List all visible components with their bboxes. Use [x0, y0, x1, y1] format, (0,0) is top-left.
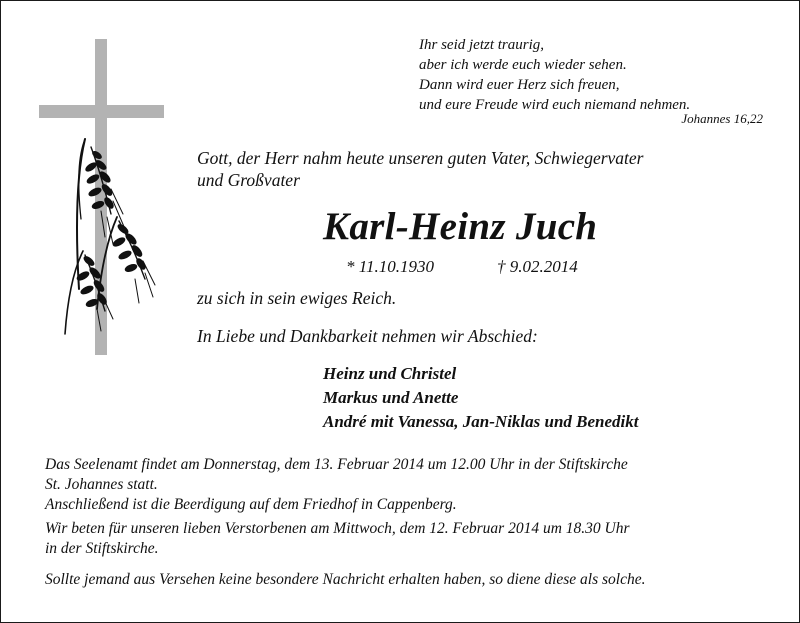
intro-text [197, 147, 644, 191]
notice-line: Das Seelenamt findet am Donnerstag, dem 13. Februar 2014 um 12.00 Uhr in der Stiftskirche [45, 456, 628, 473]
verse-line: aber ich werde euch wieder sehen. [419, 57, 627, 73]
birth-date: * 11.10.1930 [346, 257, 434, 276]
wheat-icon [65, 139, 155, 334]
requiem-notice [45, 455, 628, 515]
prayer-notice [45, 519, 629, 559]
eternal-kingdom-text: zu sich in sein ewiges Reich. [197, 288, 397, 308]
bible-verse [419, 35, 690, 115]
cross-with-wheat-graphic [39, 39, 179, 359]
verse-line: Dann wird euer Herz sich freuen, [419, 77, 620, 93]
family-member: Markus und Anette [323, 388, 459, 407]
farewell-text: In Liebe und Dankbarkeit nehmen wir Abschied: [197, 326, 538, 346]
closing-note: Sollte jemand aus Versehen keine besondere Nachricht erhalten haben, so diene diese als solche. [45, 571, 646, 588]
intro-line: und Großvater [197, 170, 300, 190]
intro-line: Gott, der Herr nahm heute unseren guten Vater, Schwiegervater [197, 148, 644, 168]
notice-line: St. Johannes statt. [45, 476, 158, 493]
notice-line: in der Stiftskirche. [45, 540, 159, 557]
verse-line: Ihr seid jetzt traurig, [419, 37, 545, 53]
verse-line: und eure Freude wird euch niemand nehmen. [419, 97, 691, 113]
family-member: Heinz und Christel [323, 364, 457, 383]
notice-line: Anschließend ist die Beerdigung auf dem Friedhof in Cappenberg. [45, 496, 457, 513]
death-date: † 9.02.2014 [497, 257, 578, 276]
deceased-name: Karl-Heinz Juch [323, 205, 598, 248]
verse-reference: Johannes 16,22 [681, 111, 763, 126]
family-list [323, 362, 639, 434]
family-member: André mit Vanessa, Jan-Niklas und Benedikt [323, 412, 639, 431]
notice-line: Wir beten für unseren lieben Verstorbenen am Mittwoch, dem 12. Februar 2014 um 18.30 Uhr [45, 520, 630, 537]
cross-icon [39, 39, 164, 355]
